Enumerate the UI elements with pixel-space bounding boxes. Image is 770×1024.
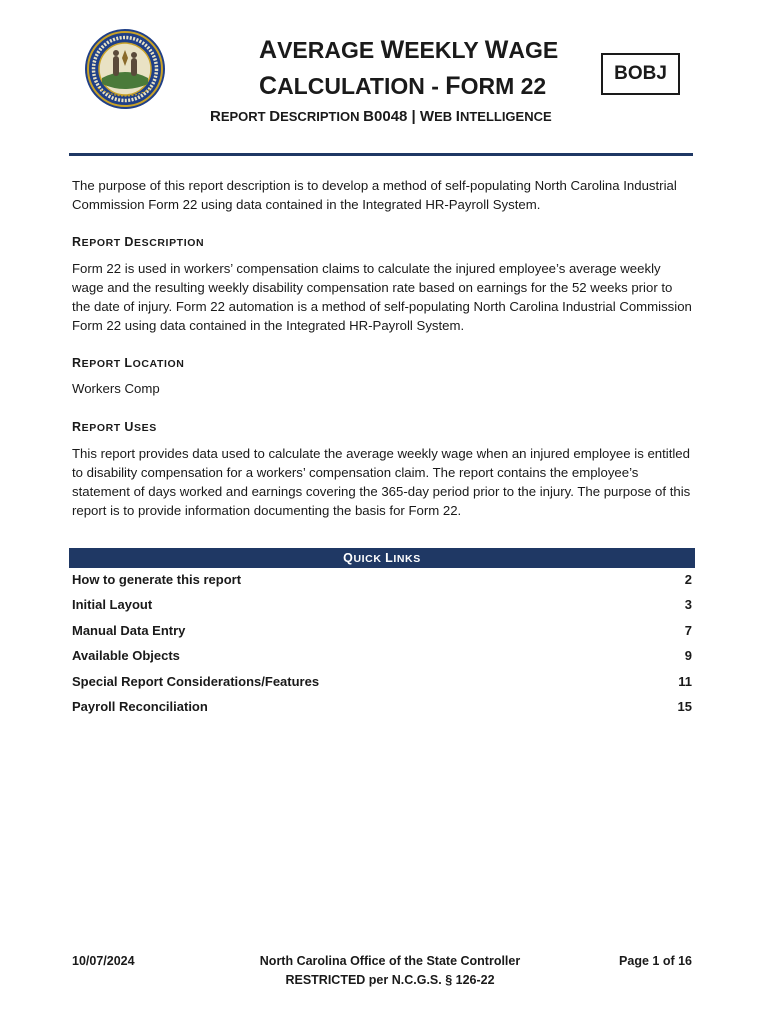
quick-link-label: Manual Data Entry [72, 622, 186, 638]
section-heading-report-description: REPORT DESCRIPTION [72, 235, 205, 249]
quick-link-label: How to generate this report [72, 572, 242, 587]
intro-paragraph: The purpose of this report description is to develop a method of self-populating North Carolina Industrial Commission Form 22 using data contained in the Integrated HR-Payroll System. [72, 178, 677, 212]
quick-link-page: 11 [678, 673, 692, 689]
header-divider [69, 153, 693, 156]
footer-restriction: RESTRICTED per N.C.G.S. § 126-22 [285, 973, 495, 987]
quick-link-special-considerations[interactable] [72, 672, 692, 697]
bobj-badge: BOBJ [601, 53, 680, 95]
quick-link-page: 7 [684, 622, 692, 638]
footer-date: 10/07/2024 [72, 954, 135, 968]
report-uses-text: This report provides data used to calculate the average weekly wage when an injured employee is entitled to disability compensation for a workers’ compensation claim. The report contains the employee’s statement of days worked and earnings covering the 365-day period prior to the injury. The purpose of this report is to provide information documenting the basis for Form 22. [72, 446, 691, 518]
quick-link-label: Payroll Reconciliation [72, 698, 208, 714]
quick-link-page: 3 [684, 597, 692, 613]
quick-link-payroll-reconciliation[interactable] [72, 697, 692, 722]
footer-center [200, 952, 580, 990]
quick-links-list [72, 570, 692, 722]
title-line-1: AVERAGE WEEKLY WAGE [259, 36, 559, 64]
quick-link-label: Special Report Considerations/Features [72, 673, 320, 689]
quick-link-how-to-generate[interactable] [72, 570, 692, 595]
report-description-text: Form 22 is used in workers’ compensation claims to calculate the injured employee’s average weekly wage and the resulting weekly disability compensation rate based on earnings for the 52 weeks prior to the date of injury. Form 22 automation is a method of self-populating North Carolina Industrial Commission Form 22 using data contained in the Integrated HR-Payroll System. [72, 261, 692, 333]
quick-link-page: 2 [684, 572, 692, 587]
quick-link-label: Initial Layout [72, 597, 153, 613]
report-location-text: Workers Comp [72, 381, 160, 396]
footer-page-number: Page 1 of 16 [619, 954, 692, 968]
section-heading-report-location: REPORT LOCATION [72, 356, 185, 370]
section-heading-report-uses: REPORT USES [72, 420, 157, 434]
quick-links-header: QUICK LINKS [69, 548, 695, 568]
footer-organization: North Carolina Office of the State Controller [259, 954, 521, 968]
report-subtitle: REPORT DESCRIPTION B0048 | WEB INTELLIGENCE [210, 108, 552, 125]
quick-link-manual-data-entry[interactable] [72, 621, 692, 646]
nc-state-seal-icon [84, 28, 166, 110]
quick-link-page: 15 [677, 698, 692, 714]
quick-link-label: Available Objects [72, 648, 180, 664]
document-title [259, 32, 589, 104]
quick-link-available-objects[interactable] [72, 646, 692, 671]
title-line-2: CALCULATION - FORM 22 [259, 72, 547, 100]
quick-link-initial-layout[interactable] [72, 595, 692, 620]
quick-link-page: 9 [684, 648, 692, 664]
